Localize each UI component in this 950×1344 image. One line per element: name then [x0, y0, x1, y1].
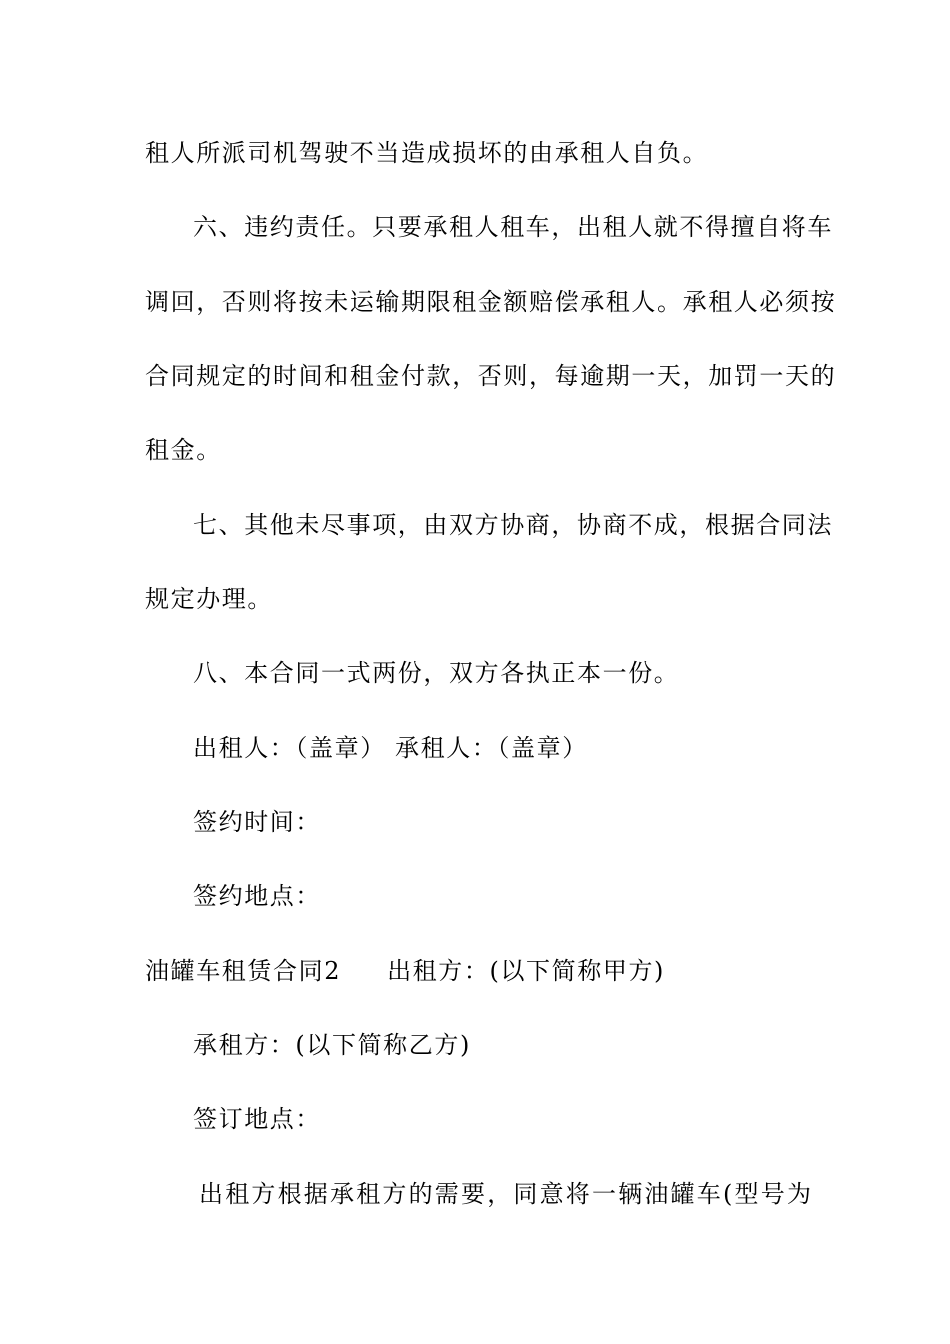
paragraph-line: 租人所派司机驾驶不当造成损坏的由承租人自负。 [145, 139, 709, 167]
contract-2-body-line: 出租方根据承租方的需要，同意将一辆油罐车(型号为 [199, 1180, 814, 1208]
contract-2-heading-line [145, 956, 665, 986]
signing-place: 签约地点： [193, 882, 321, 910]
signing-place-2: 签订地点： [193, 1105, 321, 1133]
lessor-line: 出租方：(以下简称甲方) [387, 957, 666, 985]
contract-2-title: 油罐车租赁合同2 [145, 957, 342, 985]
signature-line: 出租人：（盖章） 承租人：（盖章） [193, 734, 588, 762]
paragraph-line: 合同规定的时间和租金付款，否则，每逾期一天，加罚一天的 [145, 362, 837, 390]
paragraph-line: 调回，否则将按未运输期限租金额赔偿承租人。承租人必须按 [145, 288, 837, 316]
paragraph-line: 租金。 [145, 436, 222, 464]
clause-6-line: 六、违约责任。只要承租人租车，出租人就不得擅自将车 [193, 213, 833, 241]
paragraph-line: 规定办理。 [145, 585, 273, 613]
signing-time: 签约时间： [193, 808, 321, 836]
clause-8-line: 八、本合同一式两份，双方各执正本一份。 [193, 659, 680, 687]
lessee-line: 承租方：(以下简称乙方) [193, 1031, 471, 1059]
clause-7-line: 七、其他未尽事项，由双方协商，协商不成，根据合同法 [193, 511, 833, 539]
